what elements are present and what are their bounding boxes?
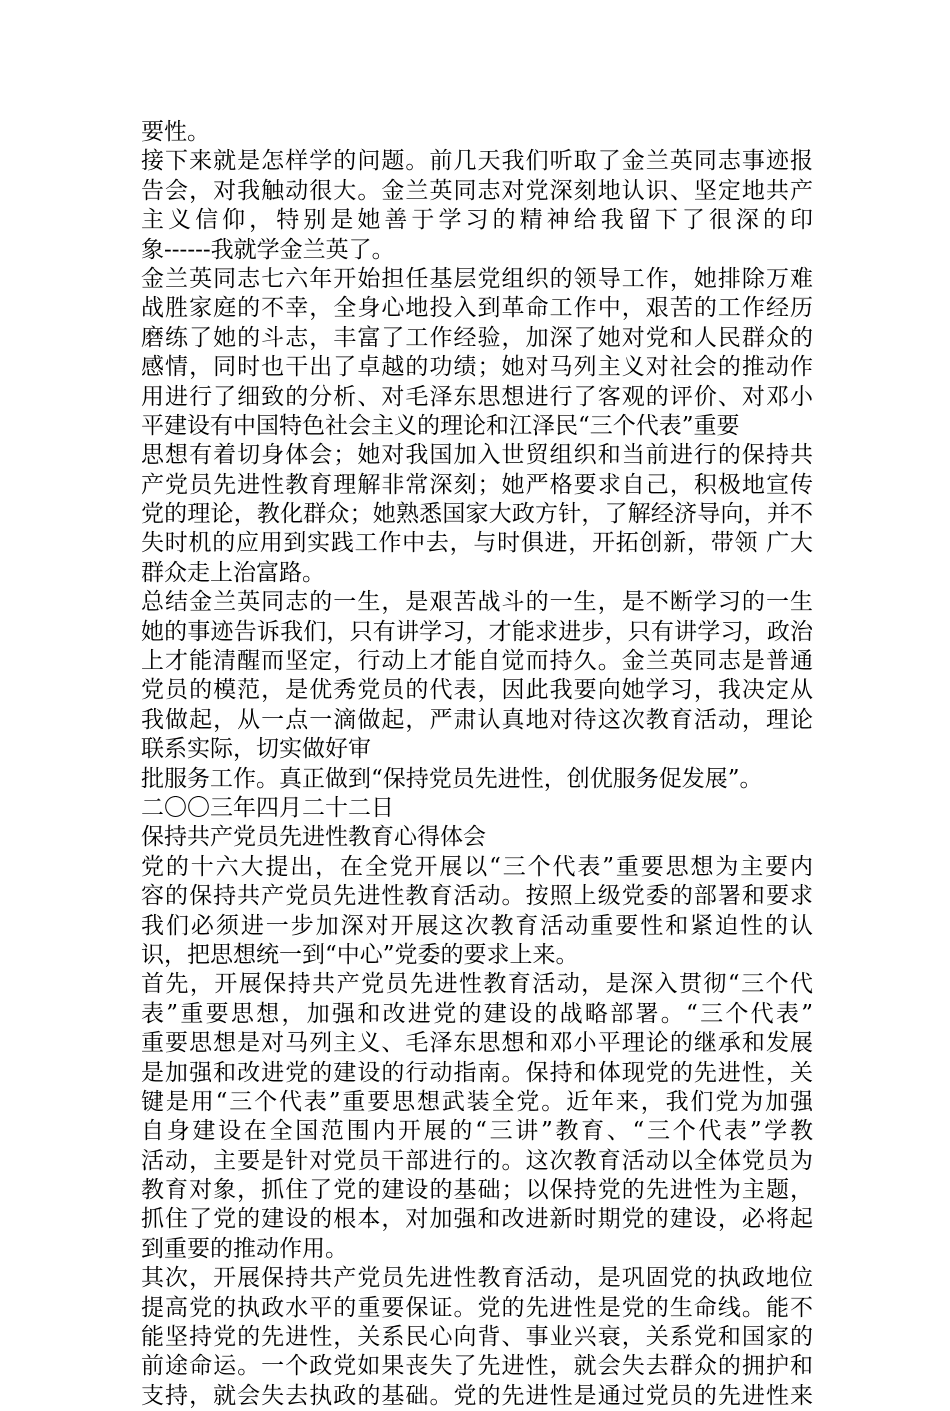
text-line: 告会，对我触动很大。金兰英同志对党深刻地认识、坚定地共产 (141, 177, 813, 204)
text-line: 前途命运。一个政党如果丧失了先进性，就会失去群众的拥护和 (141, 1353, 813, 1380)
text-line: 平建设有中国特色社会主义的理论和江泽民“三个代表”重要 (141, 412, 740, 439)
text-line: 抓住了党的建设的根本，对加强和改进新时期党的建设，必将起 (141, 1206, 813, 1233)
text-line: 我做起，从一点一滴做起，严肃认真地对待这次教育活动，理论 (141, 706, 813, 733)
text-line: 接下来就是怎样学的问题。前几天我们听取了金兰英同志事迹报 (141, 148, 813, 175)
text-line: 党的理论，教化群众；她熟悉国家大政方针，了解经济导向，并不 (141, 501, 813, 528)
text-line: 识，把思想统一到“中心”党委的要求上来。 (141, 941, 579, 968)
text-line: 磨练了她的斗志，丰富了工作经验，加深了她对党和人民群众的 (141, 324, 813, 351)
text-line: 主义信仰，特别是她善于学习的精神给我留下了很深的印 (141, 207, 813, 234)
document-page (141, 118, 813, 1411)
text-line: 首先，开展保持共产党员先进性教育活动，是深入贯彻“三个代 (141, 971, 813, 998)
date-line: 二〇〇三年四月二十二日 (141, 794, 394, 821)
text-line: 自身建设在全国范围内开展的“三讲”教育、“三个代表”学教 (141, 1118, 813, 1145)
text-line: 其次，开展保持共产党员先进性教育活动，是巩固党的执政地位 (141, 1265, 813, 1292)
text-line: 上才能清醒而坚定，行动上才能自觉而持久。金兰英同志是普通 (141, 648, 813, 675)
text-line: 活动，主要是针对党员干部进行的。这次教育活动以全体党员为 (141, 1147, 813, 1174)
text-line: 到重要的推动作用。 (141, 1235, 348, 1262)
text-line: 要性。 (141, 119, 210, 145)
text-line: 战胜家庭的不幸，全身心地投入到革命工作中，艰苦的工作经历 (141, 295, 813, 322)
text-line: 是加强和改进党的建设的行动指南。保持和体现党的先进性，关 (141, 1059, 813, 1086)
text-line: 她的事迹告诉我们，只有讲学习，才能求进步，只有讲学习，政治 (141, 618, 813, 645)
text-line: 产党员先进性教育理解非常深刻；她严格要求自己，积极地宣传 (141, 471, 813, 498)
text-line: 金兰英同志七六年开始担任基层党组织的领导工作，她排除万难 (141, 265, 813, 292)
text-line: 用进行了细致的分析、对毛泽东思想进行了客观的评价、对邓小 (141, 383, 813, 410)
text-line: 联系实际，切实做好审 (141, 736, 371, 763)
text-line: 失时机的应用到实践工作中去，与时俱进，开拓创新，带领 广大 (141, 530, 813, 557)
text-line: 提高党的执政水平的重要保证。党的先进性是党的生命线。能不 (141, 1294, 813, 1321)
text-line: 群众走上治富路。 (141, 559, 325, 586)
text-line: 教育对象，抓住了党的建设的基础；以保持党的先进性为主题， (141, 1177, 813, 1204)
text-line: 支持，就会失去执政的基础。党的先进性是通过党员的先进性来 (141, 1382, 813, 1409)
text-line: 表”重要思想，加强和改进党的建设的战略部署。“三个代表” (141, 1000, 813, 1027)
text-line: 我们必须进一步加深对开展这次教育活动重要性和紧迫性的认 (141, 912, 813, 939)
text-line: 重要思想是对马列主义、毛泽东思想和邓小平理论的继承和发展 (141, 1030, 813, 1057)
text-line: 党员的模范，是优秀党员的代表，因此我要向她学习，我决定从 (141, 677, 813, 704)
text-line: 思想有着切身体会；她对我国加入世贸组织和当前进行的保持共 (141, 442, 813, 469)
section-title: 保持共产党员先进性教育心得体会 (141, 824, 486, 851)
text-line: 总结金兰英同志的一生，是艰苦战斗的一生，是不断学习的一生 (141, 589, 813, 616)
text-line: 容的保持共产党员先进性教育活动。按照上级党委的部署和要求 (141, 883, 813, 910)
text-line: 象------我就学金兰英了。 (141, 236, 395, 263)
text-line: 能坚持党的先进性，关系民心向背、事业兴衰，关系党和国家的 (141, 1324, 813, 1351)
text-line: 感情，同时也干出了卓越的功绩；她对马列主义对社会的推动作 (141, 354, 813, 381)
text-line: 键是用“三个代表”重要思想武装全党。近年来，我们党为加强 (141, 1088, 813, 1115)
text-line: 党的十六大提出，在全党开展以“三个代表”重要思想为主要内 (141, 853, 813, 880)
text-line: 批服务工作。真正做到“保持党员先进性，创优服务促发展”。 (141, 765, 763, 792)
